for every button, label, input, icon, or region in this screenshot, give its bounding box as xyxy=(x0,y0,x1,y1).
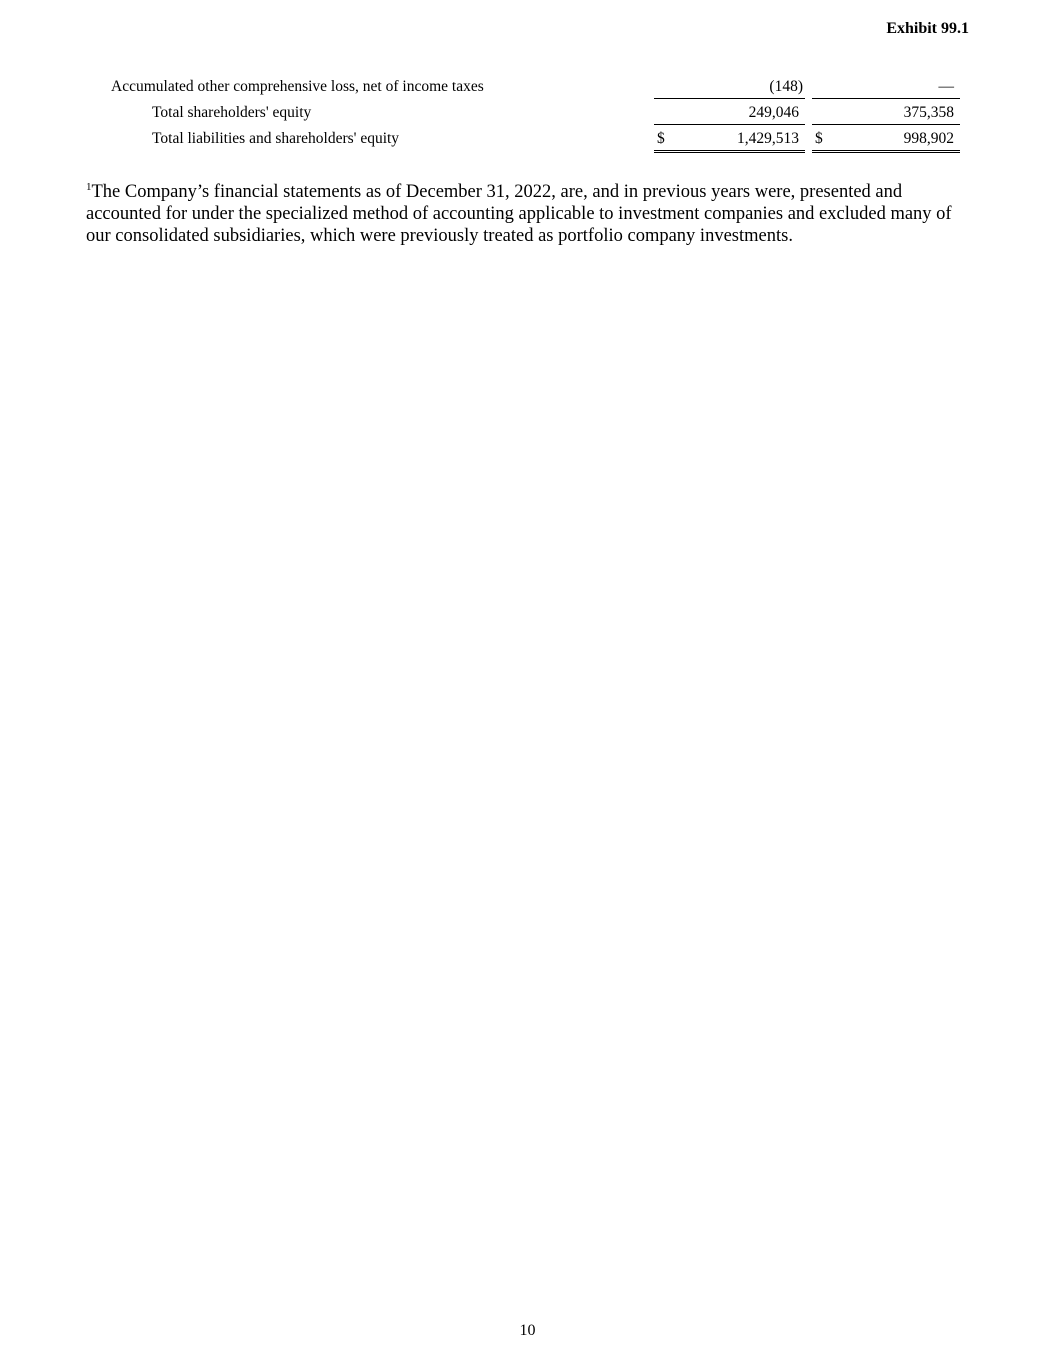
row-label: Total liabilities and shareholders' equity xyxy=(152,130,400,147)
row-label: Accumulated other comprehensive loss, net of income taxes xyxy=(111,78,484,95)
prior-period-value: — xyxy=(938,78,954,95)
prior-period-cell xyxy=(812,76,960,99)
footnote-marker: 1 xyxy=(86,181,92,193)
current-period-value: 1,429,513 xyxy=(737,130,799,147)
current-period-cell xyxy=(654,76,805,99)
table-row-total-liabilities-and-equity xyxy=(86,128,960,154)
footnote xyxy=(86,176,966,247)
table-row-accumulated-oci xyxy=(86,76,960,102)
balance-sheet-table xyxy=(86,76,960,154)
prior-period-cell xyxy=(812,128,960,153)
prior-period-value: 998,902 xyxy=(903,130,954,147)
current-period-cell xyxy=(654,128,805,153)
currency-symbol: $ xyxy=(657,130,665,147)
footnote-text: The Company’s financial statements as of December 31, 2022, are, and in previous years were, presented and accounted for under the specialized method of accounting applicable to investment companies and excluded many of our consolidated subsidiaries, which were previously treated as portfolio company investments. xyxy=(86,182,952,246)
exhibit-label: Exhibit 99.1 xyxy=(886,20,969,37)
current-period-cell xyxy=(654,102,805,125)
row-label: Total shareholders' equity xyxy=(152,104,312,121)
page-number: 10 xyxy=(519,1322,536,1339)
currency-symbol: $ xyxy=(815,130,823,147)
prior-period-cell xyxy=(812,102,960,125)
prior-period-value: 375,358 xyxy=(903,104,954,121)
table-row-total-shareholders-equity xyxy=(86,102,960,128)
current-period-value: 249,046 xyxy=(748,104,799,121)
current-period-value: (148) xyxy=(769,78,803,95)
